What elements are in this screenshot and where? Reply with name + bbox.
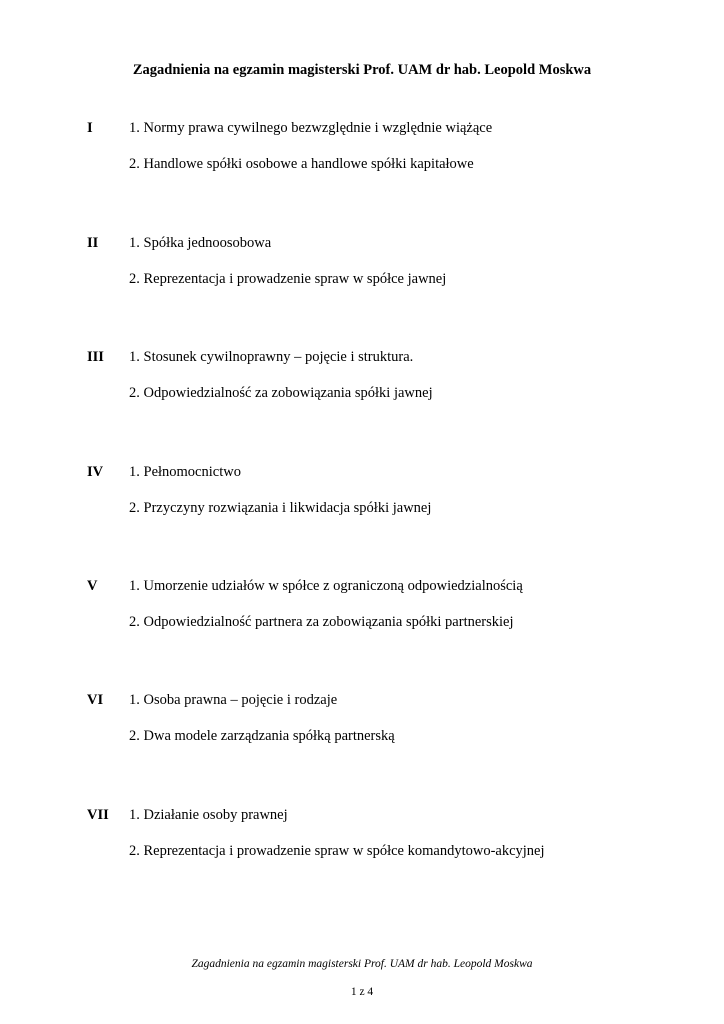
section-numeral: VI [87, 692, 104, 708]
question-item: 2. Reprezentacja i prowadzenie spraw w spółce komandytowo-akcyjnej [129, 843, 545, 859]
question-item: 1. Umorzenie udziałów w spółce z ograniczoną odpowiedzialnością [129, 578, 523, 594]
section-numeral: IV [87, 464, 104, 480]
section-numeral: II [87, 235, 99, 251]
question-item: 2. Przyczyny rozwiązania i likwidacja spółki jawnej [129, 500, 432, 516]
page-footer: Zagadnienia na egzamin magisterski Prof. UAM dr hab. Leopold Moskwa [191, 958, 533, 970]
question-item: 2. Odpowiedzialność za zobowiązania spółki jawnej [129, 385, 433, 401]
question-item: 2. Dwa modele zarządzania spółką partnerską [129, 728, 395, 744]
question-item: 1. Pełnomocnictwo [129, 464, 241, 480]
question-item: 1. Osoba prawna – pojęcie i rodzaje [129, 692, 338, 708]
question-item: 1. Stosunek cywilnoprawny – pojęcie i struktura. [129, 349, 414, 365]
page-number: 1 z 4 [350, 986, 374, 998]
question-item: 2. Reprezentacja i prowadzenie spraw w spółce jawnej [129, 271, 447, 287]
question-item: 1. Działanie osoby prawnej [129, 807, 288, 823]
question-item: 1. Normy prawa cywilnego bezwzględnie i względnie wiążące [129, 120, 493, 136]
section-numeral: I [87, 120, 93, 136]
section-numeral: III [87, 349, 104, 365]
question-item: 2. Odpowiedzialność partnera za zobowiązania spółki partnerskiej [129, 614, 514, 630]
question-item: 1. Spółka jednoosobowa [129, 235, 272, 251]
section-numeral: V [87, 578, 98, 594]
document-title: Zagadnienia na egzamin magisterski Prof. UAM dr hab. Leopold Moskwa [132, 62, 592, 78]
question-item: 2. Handlowe spółki osobowe a handlowe spółki kapitałowe [129, 156, 474, 172]
section-numeral: VII [87, 807, 109, 823]
